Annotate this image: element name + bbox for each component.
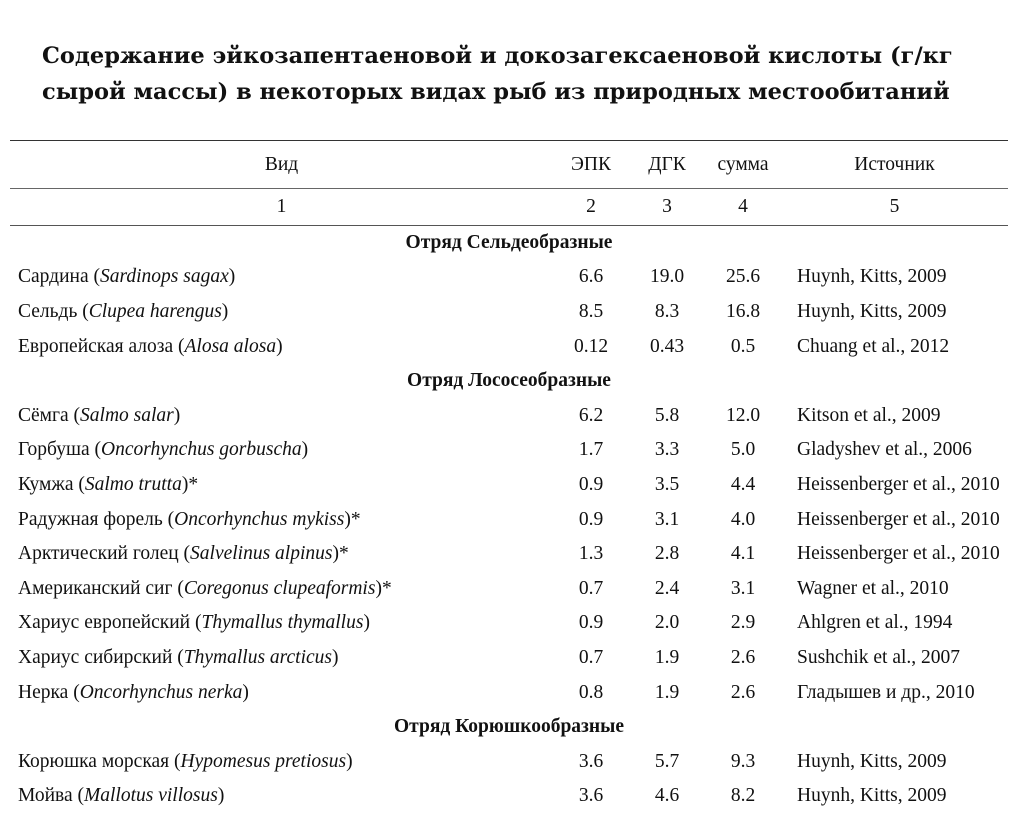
- species-latin-name: Oncorhynchus nerka: [79, 681, 243, 703]
- fatty-acid-table: [10, 140, 1008, 814]
- sum-cell: 4.1: [730, 543, 756, 565]
- dha-cell: 8.3: [654, 300, 680, 322]
- source-cell: Huynh, Kitts, 2009: [797, 266, 947, 288]
- table-row: [10, 641, 1008, 676]
- sum-cell: 3.1: [730, 577, 756, 599]
- sum-cell: 16.8: [725, 300, 761, 322]
- sum-cell: 9.3: [730, 750, 756, 772]
- species-name: Мойва (: [18, 785, 85, 807]
- species-latin-name: Clupea harengus: [88, 300, 222, 322]
- table-row: [10, 398, 1008, 433]
- species-suffix: ): [332, 646, 339, 668]
- column-number: 2: [553, 189, 629, 226]
- species-latin-name: Salmo trutta: [84, 473, 182, 495]
- dha-cell: 3.5: [654, 473, 680, 495]
- group-title: Отряд Лососеобразные: [407, 370, 611, 392]
- dha-cell: 0.43: [649, 335, 685, 357]
- sum-cell: 25.6: [725, 266, 761, 288]
- table-row: [10, 779, 1008, 814]
- epa-cell: 6.2: [578, 404, 604, 426]
- species-suffix: ): [221, 300, 229, 322]
- table-row: [10, 537, 1008, 572]
- species-cell: [10, 398, 553, 433]
- species-suffix: )*: [344, 508, 361, 530]
- species-name: Европейская алоза (: [18, 335, 185, 357]
- document-title: [42, 38, 1002, 110]
- epa-cell: 0.7: [578, 577, 604, 599]
- species-suffix: )*: [332, 543, 349, 565]
- species-cell: [10, 675, 553, 710]
- species-suffix: )*: [375, 577, 392, 599]
- sum-cell: 4.0: [730, 508, 756, 530]
- species-cell: [10, 260, 553, 295]
- header-sum: сумма: [705, 141, 781, 189]
- sum-cell: 4.4: [730, 473, 756, 495]
- epa-cell: 1.7: [578, 439, 604, 461]
- dha-cell: 4.6: [654, 785, 680, 807]
- dha-cell: 3.1: [654, 508, 680, 530]
- species-name: Сельдь (: [18, 300, 89, 322]
- species-name: Хариус сибирский (: [18, 646, 184, 668]
- species-latin-name: Salmo salar: [80, 404, 174, 426]
- table-body: [10, 226, 1008, 814]
- source-cell: Sushchik et al., 2007: [797, 646, 961, 668]
- sum-cell: 5.0: [730, 439, 756, 461]
- species-cell: [10, 295, 553, 330]
- table-row: [10, 433, 1008, 468]
- epa-cell: 0.9: [578, 473, 604, 495]
- species-suffix: ): [301, 439, 309, 461]
- source-cell: Huynh, Kitts, 2009: [797, 785, 947, 807]
- species-name: Корюшка морская (: [18, 750, 181, 772]
- dha-cell: 2.0: [654, 612, 680, 634]
- title-line-1: Содержание эйкозапентаеновой и докозагексаеновой кислоты (г/кг: [42, 43, 953, 69]
- epa-cell: 0.9: [578, 508, 604, 530]
- column-number: 3: [629, 189, 705, 226]
- species-name: Сардина (: [18, 266, 100, 288]
- species-suffix: ): [217, 785, 225, 807]
- group-row: [10, 226, 1008, 261]
- table-row: [10, 571, 1008, 606]
- species-latin-name: Sardinops sagax: [99, 266, 229, 288]
- species-latin-name: Coregonus clupeaformis: [183, 577, 376, 599]
- table-row: [10, 260, 1008, 295]
- species-suffix: )*: [181, 473, 199, 495]
- epa-cell: 3.6: [578, 785, 604, 807]
- epa-cell: 0.12: [573, 335, 609, 357]
- species-name: Хариус европейский (: [18, 612, 202, 634]
- source-cell: Heissenberger et al., 2010: [797, 543, 1000, 565]
- source-cell: Ahlgren et al., 1994: [797, 612, 953, 634]
- column-number-row: [10, 189, 1008, 226]
- sum-cell: 2.6: [730, 646, 756, 668]
- dha-cell: 5.7: [654, 750, 680, 772]
- table-row: [10, 606, 1008, 641]
- species-suffix: ): [276, 335, 283, 357]
- dha-cell: 2.8: [654, 543, 680, 565]
- source-cell: Chuang et al., 2012: [797, 335, 950, 357]
- epa-cell: 6.6: [578, 266, 604, 288]
- header-source: Источник: [781, 141, 1008, 189]
- column-number: 5: [781, 189, 1008, 226]
- dha-cell: 1.9: [654, 646, 680, 668]
- species-name: Американский сиг (: [18, 577, 184, 599]
- table-row: [10, 329, 1008, 364]
- column-number: 4: [705, 189, 781, 226]
- species-latin-name: Oncorhynchus mykiss: [174, 508, 345, 530]
- species-cell: [10, 537, 553, 572]
- species-cell: [10, 744, 553, 779]
- group-title: Отряд Корюшкообразные: [393, 716, 625, 738]
- sum-cell: 2.6: [730, 681, 756, 703]
- sum-cell: 12.0: [725, 404, 761, 426]
- table-row: [10, 675, 1008, 710]
- epa-cell: 8.5: [578, 300, 604, 322]
- species-name: Радужная форель (: [18, 508, 175, 530]
- sum-cell: 2.9: [730, 612, 756, 634]
- species-latin-name: Thymallus arcticus: [183, 646, 333, 668]
- source-cell: Гладышев и др., 2010: [797, 681, 975, 703]
- sum-cell: 0.5: [730, 335, 756, 357]
- table-row: [10, 295, 1008, 330]
- species-latin-name: Oncorhynchus gorbuscha: [101, 439, 302, 461]
- header-dha: ДГК: [629, 141, 705, 189]
- source-cell: Heissenberger et al., 2010: [797, 508, 1000, 530]
- species-latin-name: Hypomesus pretiosus: [180, 750, 347, 772]
- species-latin-name: Mallotus villosus: [84, 785, 218, 807]
- species-suffix: ): [173, 404, 181, 426]
- species-latin-name: Thymallus thymallus: [201, 612, 364, 634]
- species-cell: [10, 641, 553, 676]
- header-epa: ЭПК: [553, 141, 629, 189]
- species-latin-name: Salvelinus alpinus: [190, 543, 333, 565]
- group-title: Отряд Сельдеобразные: [405, 232, 613, 254]
- epa-cell: 0.7: [578, 646, 604, 668]
- species-cell: [10, 779, 553, 814]
- species-name: Кумжа (: [18, 473, 85, 495]
- source-cell: Gladyshev et al., 2006: [797, 439, 972, 461]
- table-row: [10, 744, 1008, 779]
- epa-cell: 0.8: [578, 681, 604, 703]
- group-row: [10, 364, 1008, 399]
- species-cell: [10, 502, 553, 537]
- source-cell: Huynh, Kitts, 2009: [797, 300, 947, 322]
- species-suffix: ): [228, 266, 236, 288]
- sum-cell: 8.2: [730, 785, 756, 807]
- dha-cell: 5.8: [654, 404, 680, 426]
- header-row: [10, 141, 1008, 189]
- group-row: [10, 710, 1008, 745]
- epa-cell: 1.3: [578, 543, 604, 565]
- source-cell: Huynh, Kitts, 2009: [797, 750, 947, 772]
- source-cell: Kitson et al., 2009: [797, 404, 941, 426]
- dha-cell: 2.4: [654, 577, 680, 599]
- table-row: [10, 502, 1008, 537]
- species-name: Сёмга (: [18, 404, 81, 426]
- source-cell: Heissenberger et al., 2010: [797, 473, 1000, 495]
- species-name: Горбуша (: [18, 439, 102, 461]
- dha-cell: 1.9: [654, 681, 680, 703]
- species-cell: [10, 433, 553, 468]
- species-cell: [10, 329, 553, 364]
- species-suffix: ): [346, 750, 353, 772]
- species-cell: [10, 468, 553, 503]
- species-name: Нерка (: [18, 681, 80, 703]
- table-row: [10, 468, 1008, 503]
- header-species: Вид: [10, 141, 553, 189]
- species-latin-name: Alosa alosa: [184, 335, 277, 357]
- species-cell: [10, 571, 553, 606]
- epa-cell: 3.6: [578, 750, 604, 772]
- species-suffix: ): [363, 612, 370, 634]
- epa-cell: 0.9: [578, 612, 604, 634]
- title-line-2: сырой массы) в некоторых видах рыб из природных местообитаний: [42, 79, 950, 105]
- dha-cell: 19.0: [649, 266, 685, 288]
- species-cell: [10, 606, 553, 641]
- source-cell: Wagner et al., 2010: [797, 577, 949, 599]
- species-name: Арктический голец (: [18, 543, 191, 565]
- species-suffix: ): [242, 681, 249, 703]
- column-number: 1: [10, 189, 553, 226]
- dha-cell: 3.3: [654, 439, 680, 461]
